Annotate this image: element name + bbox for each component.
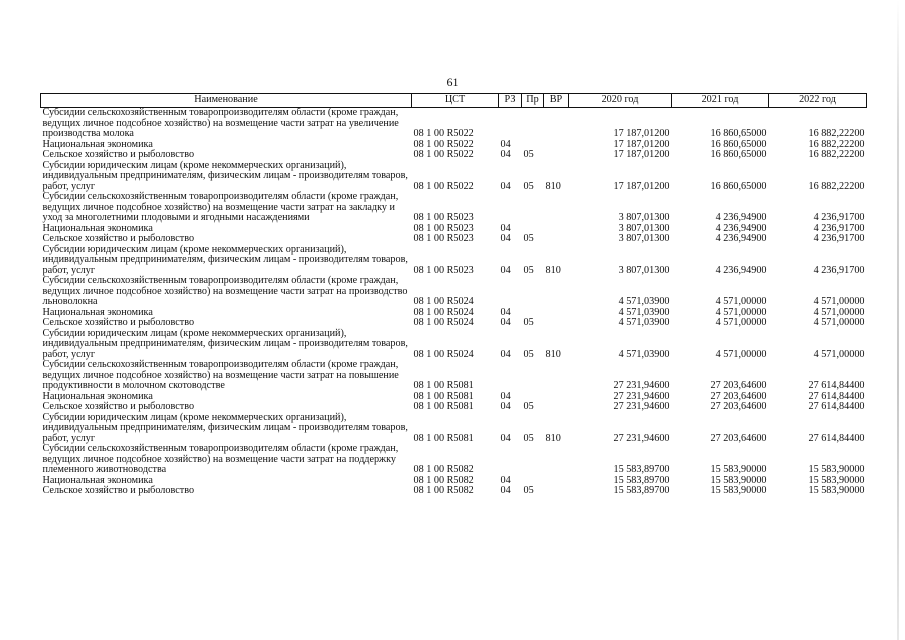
row-vr — [544, 140, 569, 151]
row-value-2021: 27 203,64600 — [710, 401, 767, 412]
row-pr: 05 — [523, 264, 534, 276]
row-value-2022: 15 583,90000 — [808, 474, 865, 486]
row-rz — [499, 192, 522, 224]
row-value-2022: 4 571,00000 — [813, 348, 865, 360]
table-row — [41, 360, 867, 392]
row-value-2021: 27 203,64600 — [710, 432, 767, 444]
row-name: Национальная экономика — [42, 222, 153, 234]
row-value-2022: 15 583,90000 — [808, 464, 865, 475]
budget-table — [40, 93, 867, 497]
row-rz — [499, 108, 522, 140]
row-value-2021: 4 571,00000 — [715, 296, 767, 307]
row-value-2020: 17 187,01200 — [613, 138, 670, 150]
row-cst: 08 1 00 R5081 — [413, 380, 474, 391]
row-name: Субсидии сельскохозяйственным товаропроизводителям области (кроме граждан, ведущих личное подсобное хозяйство) на возмещение части затрат на закладку и уход за многолетними плодовыми и ягодными насаждениями — [42, 191, 399, 223]
row-rz: 04 — [500, 474, 511, 486]
row-value-2021: 16 860,65000 — [710, 180, 767, 192]
table-row — [41, 486, 867, 497]
row-name: Национальная экономика — [42, 474, 153, 486]
row-rz: 04 — [500, 222, 511, 234]
row-rz: 04 — [500, 485, 511, 496]
row-rz: 04 — [500, 149, 511, 160]
row-name: Сельское хозяйство и рыболовство — [42, 149, 195, 160]
row-vr — [544, 444, 569, 476]
row-value-2022: 16 882,22200 — [808, 128, 865, 139]
row-pr: 05 — [523, 348, 534, 360]
table-row — [41, 329, 867, 361]
row-rz: 04 — [500, 390, 511, 402]
row-value-2022: 4 236,91700 — [813, 222, 865, 234]
row-cst: 08 1 00 R5024 — [413, 348, 474, 360]
table-row — [41, 318, 867, 329]
row-vr — [544, 192, 569, 224]
row-value-2020: 17 187,01200 — [613, 149, 670, 160]
row-rz: 04 — [500, 348, 511, 360]
table-row — [41, 192, 867, 224]
row-vr — [544, 234, 569, 245]
row-value-2022: 4 236,91700 — [813, 233, 865, 244]
row-cst: 08 1 00 R5022 — [413, 180, 474, 192]
row-value-2021: 15 583,90000 — [710, 485, 767, 496]
row-value-2022: 16 882,22200 — [808, 180, 865, 192]
row-vr — [544, 392, 569, 403]
row-vr — [544, 486, 569, 497]
header-2022: 2022 год — [769, 94, 867, 108]
row-vr: 810 — [545, 264, 561, 276]
row-value-2021: 27 203,64600 — [710, 380, 767, 391]
table-row — [41, 150, 867, 161]
table-row — [41, 108, 867, 140]
row-vr: 810 — [545, 348, 561, 360]
row-name: Национальная экономика — [42, 306, 153, 318]
row-name: Субсидии юридическим лицам (кроме некоммерческих организаций), индивидуальным предпринимателям, физическим лицам - производителям товаров, работ, услуг — [42, 411, 408, 444]
row-name: Субсидии сельскохозяйственным товаропроизводителям области (кроме граждан, ведущих личное подсобное хозяйство) на возмещение части затрат на повышение продуктивности в молочном скотоводстве — [42, 359, 399, 391]
row-rz: 04 — [500, 401, 511, 412]
header-name: Наименование — [41, 94, 412, 108]
header-pr: Пр — [522, 94, 544, 108]
header-2021: 2021 год — [672, 94, 769, 108]
row-value-2020: 4 571,03900 — [618, 348, 670, 360]
row-vr — [544, 318, 569, 329]
row-vr — [544, 402, 569, 413]
row-value-2020: 3 807,01300 — [618, 233, 670, 244]
row-value-2020: 27 231,94600 — [613, 401, 670, 412]
row-pr — [522, 276, 544, 308]
row-value-2022: 27 614,84400 — [808, 380, 865, 391]
row-pr — [522, 192, 544, 224]
header-cst: ЦСТ — [412, 94, 499, 108]
table-row — [41, 413, 867, 445]
table-header-row — [41, 94, 867, 108]
row-value-2020: 4 571,03900 — [618, 317, 670, 328]
row-vr: 810 — [545, 180, 561, 192]
row-rz — [499, 276, 522, 308]
table-body — [41, 108, 867, 497]
row-rz: 04 — [500, 317, 511, 328]
row-cst: 08 1 00 R5082 — [413, 474, 474, 486]
row-name: Субсидии юридическим лицам (кроме некоммерческих организаций), индивидуальным предпринимателям, физическим лицам - производителям товаров, работ, услуг — [42, 159, 408, 192]
row-value-2022: 16 882,22200 — [808, 149, 865, 160]
row-name: Сельское хозяйство и рыболовство — [42, 233, 195, 244]
table-row — [41, 234, 867, 245]
row-value-2021: 4 236,94900 — [715, 212, 767, 223]
page-number: 61 — [446, 75, 459, 89]
scan-edge-mark — [897, 0, 899, 640]
row-value-2020: 3 807,01300 — [618, 264, 670, 276]
row-vr — [544, 476, 569, 487]
row-cst: 08 1 00 R5024 — [413, 296, 474, 307]
row-cst: 08 1 00 R5022 — [413, 138, 474, 150]
row-name: Сельское хозяйство и рыболовство — [42, 401, 195, 412]
row-cst: 08 1 00 R5081 — [413, 432, 474, 444]
row-vr — [544, 360, 569, 392]
row-value-2021: 16 860,65000 — [710, 149, 767, 160]
row-value-2020: 27 231,94600 — [613, 432, 670, 444]
row-cst: 08 1 00 R5022 — [413, 149, 474, 160]
row-value-2020: 15 583,89700 — [613, 474, 670, 486]
table-row — [41, 161, 867, 193]
row-value-2021: 4 236,94900 — [715, 233, 767, 244]
header-rz: РЗ — [499, 94, 522, 108]
row-cst: 08 1 00 R5022 — [413, 128, 474, 139]
row-rz: 04 — [500, 264, 511, 276]
row-name: Субсидии сельскохозяйственным товаропроизводителям области (кроме граждан, ведущих личное подсобное хозяйство) на возмещение части затрат на поддержку племенного животноводства — [42, 443, 399, 475]
row-vr — [544, 150, 569, 161]
row-pr — [522, 444, 544, 476]
row-value-2020: 4 571,03900 — [618, 306, 670, 318]
table-row — [41, 276, 867, 308]
row-value-2022: 4 571,00000 — [813, 317, 865, 328]
row-value-2020: 17 187,01200 — [613, 180, 670, 192]
row-vr — [544, 308, 569, 319]
row-pr: 05 — [523, 180, 534, 192]
row-value-2020: 27 231,94600 — [613, 380, 670, 391]
row-value-2020: 27 231,94600 — [613, 390, 670, 402]
row-cst: 08 1 00 R5023 — [413, 233, 474, 244]
row-rz — [499, 444, 522, 476]
row-value-2022: 16 882,22200 — [808, 138, 865, 150]
row-vr — [544, 224, 569, 235]
table-row — [41, 245, 867, 277]
row-value-2021: 15 583,90000 — [710, 464, 767, 475]
row-name: Субсидии сельскохозяйственным товаропроизводителям области (кроме граждан, ведущих личное подсобное хозяйство) на возмещение части затрат на увеличение производства молока — [42, 107, 399, 139]
row-value-2021: 27 203,64600 — [710, 390, 767, 402]
row-cst: 08 1 00 R5081 — [413, 390, 474, 402]
row-value-2021: 16 860,65000 — [710, 128, 767, 139]
header-2020: 2020 год — [569, 94, 672, 108]
row-rz: 04 — [500, 306, 511, 318]
row-value-2021: 4 571,00000 — [715, 317, 767, 328]
row-value-2021: 4 571,00000 — [715, 306, 767, 318]
row-value-2020: 17 187,01200 — [613, 128, 670, 139]
row-value-2022: 27 614,84400 — [808, 401, 865, 412]
row-value-2022: 4 236,91700 — [813, 212, 865, 223]
row-cst: 08 1 00 R5082 — [413, 464, 474, 475]
table-row — [41, 444, 867, 476]
row-rz: 04 — [500, 233, 511, 244]
row-value-2022: 4 236,91700 — [813, 264, 865, 276]
row-value-2021: 4 236,94900 — [715, 222, 767, 234]
row-pr: 05 — [523, 401, 534, 412]
row-value-2020: 4 571,03900 — [618, 296, 670, 307]
row-pr: 05 — [523, 485, 534, 496]
row-pr: 05 — [523, 149, 534, 160]
row-value-2022: 4 571,00000 — [813, 306, 865, 318]
row-name: Национальная экономика — [42, 390, 153, 402]
row-cst: 08 1 00 R5082 — [413, 485, 474, 496]
row-cst: 08 1 00 R5023 — [413, 222, 474, 234]
row-pr — [522, 360, 544, 392]
row-cst: 08 1 00 R5023 — [413, 212, 474, 223]
header-vr: ВР — [544, 94, 569, 108]
row-pr: 05 — [523, 432, 534, 444]
row-pr: 05 — [523, 317, 534, 328]
row-pr — [522, 108, 544, 140]
row-value-2021: 16 860,65000 — [710, 138, 767, 150]
row-value-2022: 27 614,84400 — [808, 432, 865, 444]
row-name: Национальная экономика — [42, 138, 153, 150]
row-name: Субсидии юридическим лицам (кроме некоммерческих организаций), индивидуальным предпринимателям, физическим лицам - производителям товаров, работ, услуг — [42, 327, 408, 360]
row-value-2020: 15 583,89700 — [613, 485, 670, 496]
row-pr: 05 — [523, 233, 534, 244]
row-value-2020: 3 807,01300 — [618, 222, 670, 234]
row-name: Субсидии сельскохозяйственным товаропроизводителям области (кроме граждан, ведущих личное подсобное хозяйство) на возмещение части затрат на производство льноволокна — [42, 275, 408, 307]
row-value-2022: 27 614,84400 — [808, 390, 865, 402]
row-rz — [499, 360, 522, 392]
row-value-2021: 4 236,94900 — [715, 264, 767, 276]
row-cst: 08 1 00 R5081 — [413, 401, 474, 412]
row-vr — [544, 276, 569, 308]
row-rz: 04 — [500, 138, 511, 150]
row-value-2021: 15 583,90000 — [710, 474, 767, 486]
row-value-2020: 15 583,89700 — [613, 464, 670, 475]
row-name: Сельское хозяйство и рыболовство — [42, 317, 195, 328]
row-vr — [544, 108, 569, 140]
row-value-2021: 4 571,00000 — [715, 348, 767, 360]
row-rz: 04 — [500, 432, 511, 444]
row-name: Субсидии юридическим лицам (кроме некоммерческих организаций), индивидуальным предпринимателям, физическим лицам - производителям товаров, работ, услуг — [42, 243, 408, 276]
row-name: Сельское хозяйство и рыболовство — [42, 485, 195, 496]
row-value-2022: 15 583,90000 — [808, 485, 865, 496]
row-cst: 08 1 00 R5024 — [413, 306, 474, 318]
row-value-2022: 4 571,00000 — [813, 296, 865, 307]
table-row — [41, 402, 867, 413]
row-cst: 08 1 00 R5024 — [413, 317, 474, 328]
row-rz: 04 — [500, 180, 511, 192]
row-vr: 810 — [545, 432, 561, 444]
row-cst: 08 1 00 R5023 — [413, 264, 474, 276]
row-value-2020: 3 807,01300 — [618, 212, 670, 223]
